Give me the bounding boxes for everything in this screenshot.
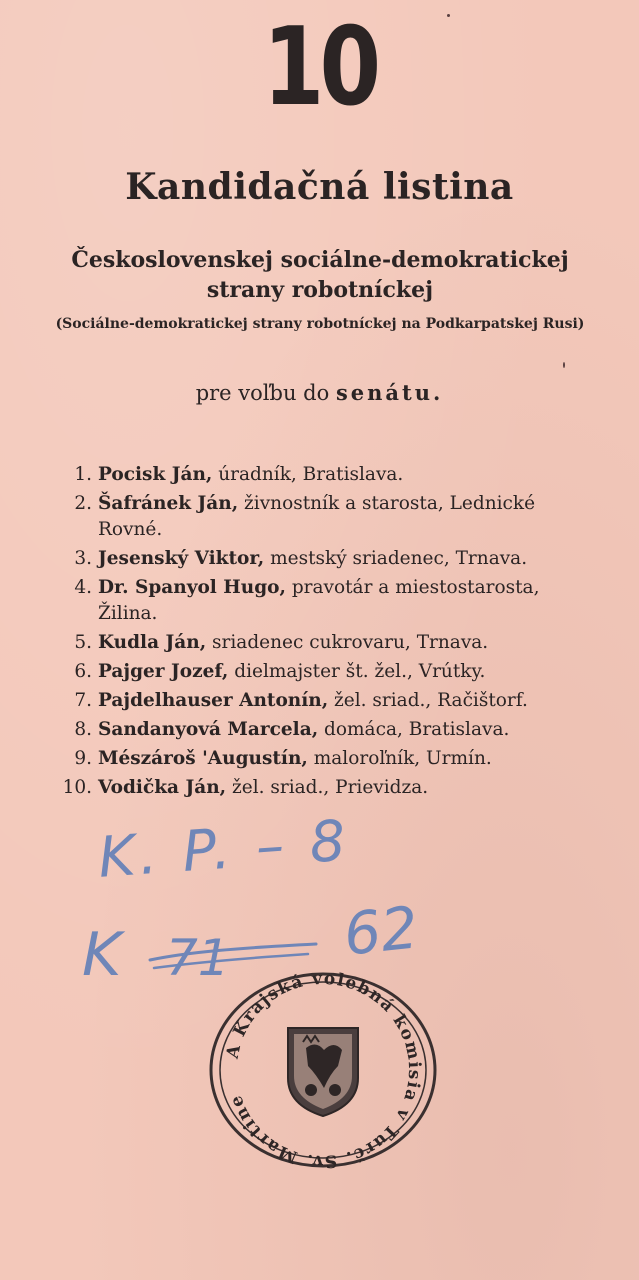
candidate-number: 8. <box>74 719 92 740</box>
candidate-row <box>58 746 598 772</box>
candidate-name: Sandanyová Marcela, <box>98 719 319 740</box>
candidate-details: sriadenec cukrovaru, Trnava. <box>212 632 489 653</box>
candidate-name: Pajdelhauser Antonín, <box>98 690 329 711</box>
candidate-details: pravotár a miestostarosta, Žilina. <box>98 577 540 624</box>
candidate-row <box>58 717 598 743</box>
candidate-details: živnostník a starosta, Lednické Rovné. <box>98 493 536 540</box>
party-subtitle: (Sociálne-demokratickej strany robotníckej na Podkarpatskej Rusi) <box>55 316 585 332</box>
document-title: Kandidačná listina <box>125 166 514 208</box>
candidate-details: domáca, Bratislava. <box>324 719 510 740</box>
candidate-details: mestský sriadenec, Trnava. <box>270 548 528 569</box>
candidate-row <box>58 462 598 488</box>
candidate-row <box>58 775 598 801</box>
party-name <box>40 245 600 305</box>
candidate-row <box>58 546 598 572</box>
candidate-name: Pajger Jozef, <box>98 661 229 682</box>
candidate-number: 7. <box>74 690 92 711</box>
ballot-number: 10 <box>262 5 377 130</box>
candidate-number: 6. <box>74 661 92 682</box>
stamp-ring-text: A Krajská volebná komisia v Turč. Sv. Martine <box>222 970 425 1170</box>
candidate-details: dielmajster št. žel., Vrútky. <box>234 661 486 682</box>
handwritten-struck-number: 71 <box>166 929 230 987</box>
candidate-row <box>58 491 598 543</box>
election-chamber: senátu. <box>335 380 444 405</box>
coat-of-arms-icon <box>288 1028 358 1116</box>
candidate-details: maloroľník, Urmín. <box>313 748 492 769</box>
party-name-line2: strany robotníckej <box>206 277 434 303</box>
candidate-details: žel. sriad., Prievidza. <box>232 777 429 798</box>
election-prefix: pre voľbu do <box>195 381 330 405</box>
strike-through-mark <box>148 938 318 972</box>
candidate-number: 9. <box>74 748 92 769</box>
candidate-row <box>58 688 598 714</box>
candidate-details: úradník, Bratislava. <box>218 464 404 485</box>
candidate-number: 5. <box>74 632 92 653</box>
candidate-row <box>58 575 598 627</box>
candidate-list <box>58 462 598 804</box>
handwritten-k-letter: K <box>82 920 122 990</box>
ink-speck <box>563 362 565 368</box>
candidate-number: 2. <box>74 493 92 514</box>
candidate-name: Pocisk Ján, <box>98 464 213 485</box>
candidate-name: Kudla Ján, <box>98 632 207 653</box>
candidate-row <box>58 630 598 656</box>
candidate-name: Jesenský Viktor, <box>98 548 265 569</box>
candidate-name: Dr. Spanyol Hugo, <box>98 577 286 598</box>
commission-stamp <box>208 970 438 1170</box>
candidate-number: 10. <box>62 777 92 798</box>
candidate-number: 4. <box>74 577 92 598</box>
candidate-name: Vodička Ján, <box>98 777 227 798</box>
candidate-row <box>58 659 598 685</box>
candidate-number: 3. <box>74 548 92 569</box>
candidate-name: Mészároš 'Augustín, <box>98 748 308 769</box>
candidate-details: žel. sriad., Račištorf. <box>334 690 528 711</box>
election-type <box>0 378 639 408</box>
handwritten-kp-note: K. P. – 8 <box>96 808 352 891</box>
candidate-number: 1. <box>74 464 92 485</box>
handwritten-new-number: 62 <box>340 893 422 969</box>
party-name-line1: Československej sociálne-demokratickej <box>71 247 569 273</box>
candidate-name: Šafránek Ján, <box>98 493 239 514</box>
